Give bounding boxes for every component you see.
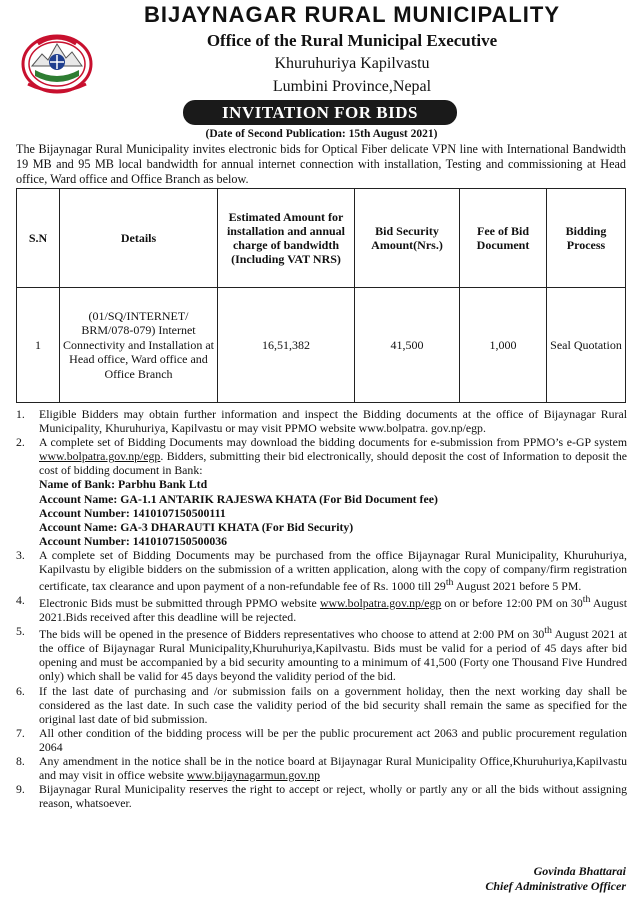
list-item: 4. Electronic Bids must be submitted through PPMO website www.bolpatra.gov.np/egp on or before 12:00 PM on 30th August 2021.Bids received after this deadline will be rejected. [16,593,627,625]
list-item: 2. A complete set of Bidding Documents may download the bidding documents for e-submission from PPMO’s e-GP system www.bolpatra.gov.np/egp. Bidders, submitting their bid electronically, should deposit the cost of Information to deposit the cost of bidding document in Bank: Name of Bank: Parbhu Bank Ltd Account Name: GA-1.1 ANTARIK RAJESWA KHATA (For Bid Document fee) Account Number: 1410107150500111 Account Name: GA-3 DHARAUTI KHATA (For Bid Security) Account Number: 1410107150500036 [16,435,627,548]
signatory-title: Chief Administrative Officer [485,879,626,893]
municipality-website-link[interactable]: www.bijaynagarmun.gov.np [186,768,320,783]
list-item: 8. Any amendment in the notice shall be in the notice board at Bijaynagar Rural Municipality Office,Khuruhuriya,Kapilvastu and may visit in office website www.bijaynagarmun.gov.np [16,754,627,783]
account-2-name: Account Name: GA-3 DHARAUTI KHATA (For Bid Security) [39,519,354,534]
list-item: 7. All other condition of the bidding process will be per the public procurement act 2063 and public procurement regulation 2064 [16,725,627,754]
bank-name: Name of Bank: Parbhu Bank Ltd [39,477,208,492]
page-title: BIJAYNAGAR RURAL MUNICIPALITY [143,2,561,27]
invitation-banner: INVITATION FOR BIDS [183,100,457,125]
list-item: 6. If the last date of purchasing and /or submission fails on a government holiday, then the next working day shall be considered as the last date. In such case the validity period of the bid security shall remain the same as specified for the original last date of bid submission. [16,683,627,726]
header-details: Details [60,189,218,288]
account-2-number: Account Number: 1410107150500036 [39,533,228,548]
cell-bid-security: 41,500 [355,288,460,403]
intro-paragraph: The Bijaynagar Rural Municipality invites electronic bids for Optical Fiber delicate VPN line with International Bandwidth 19 MB and 95 MB local bandwidth for annual internet connection with installation, Testing and commissioning at Head office, Ward office and Office Branch as below. [16,142,626,186]
municipality-emblem-icon [20,26,94,96]
list-item: 9. Bijaynagar Rural Municipality reserves the right to accept or reject, wholly or partly any or all the bids without assigning reason, whatsoever. [16,782,627,811]
bids-table [16,188,626,403]
table-row [17,288,626,403]
list-item: 1. Eligible Bidders may obtain further information and inspect the Bidding documents at the office of Bijaynagar Rural Municipality, Khuruhuriya, Kapilvastu or may visit PPMO website www.bolpatra. gov.np/egp. [16,407,627,436]
account-1-name: Account Name: GA-1.1 ANTARIK RAJESWA KHATA (For Bid Document fee) [39,491,438,506]
header [0,0,643,128]
cell-fee: 1,000 [460,288,547,403]
header-estimated-amount: Estimated Amount for installation and annual charge of bandwidth (Including VAT NRS) [218,189,355,288]
list-item: 5. The bids will be opened in the presence of Bidders representatives who choose to attend at 2:00 PM on 30th August 2021 at the office of Bijaynagar Rural Municipality,Khuruhuriya,Kapilvastu. Bids must be valid for a period of 45 days after bid opening and must be accompanied by a bid security amounting to a minimum of 41,500 (Forty one Thousand Five Hundred only) which shall be valid for 45 days beyond the validity period of the bid. [16,624,627,684]
cell-bidding-process: Seal Quotation [547,288,626,403]
location-line-2: Lumbini Province,Nepal [272,78,432,95]
header-fee: Fee of Bid Document [460,189,547,288]
cell-sn: 1 [17,288,60,403]
publication-date: (Date of Second Publication: 15th August 2021) [205,128,438,140]
account-1-number: Account Number: 1410107150500111 [39,505,226,520]
header-bidding-process: Bidding Process [547,189,626,288]
signatory-name: Govinda Bhattarai [533,864,626,878]
bolpatra-link[interactable]: www.bolpatra.gov.np/egp [319,596,442,611]
header-sn: S.N [17,189,60,288]
bolpatra-link[interactable]: www.bolpatra.gov.np/egp [39,449,161,464]
header-bid-security: Bid Security Amount(Nrs.) [355,189,460,288]
cell-details: (01/SQ/INTERNET/ BRM/078-079) Internet Connectivity and Installation at Head office, Ward office and Office Branch [60,288,218,403]
cell-estimated-amount: 16,51,382 [218,288,355,403]
office-subtitle: Office of the Rural Municipal Executive [206,31,498,50]
list-item: 3. A complete set of Bidding Documents may be purchased from the office Bijaynagar Rural Municipality, Khuruhuriya, Kapilvastu by eligible bidders on the submission of a written application, along with the copy of company/firm registration certificate, tax clearance and upon payment of a non-refundable fee of Rs. 1000 till 29th August 2021 before 5 PM. [16,547,627,594]
location-line-1: Khuruhuriya Kapilvastu [274,55,430,72]
notes-list [16,407,627,810]
table-header-row [17,189,626,288]
